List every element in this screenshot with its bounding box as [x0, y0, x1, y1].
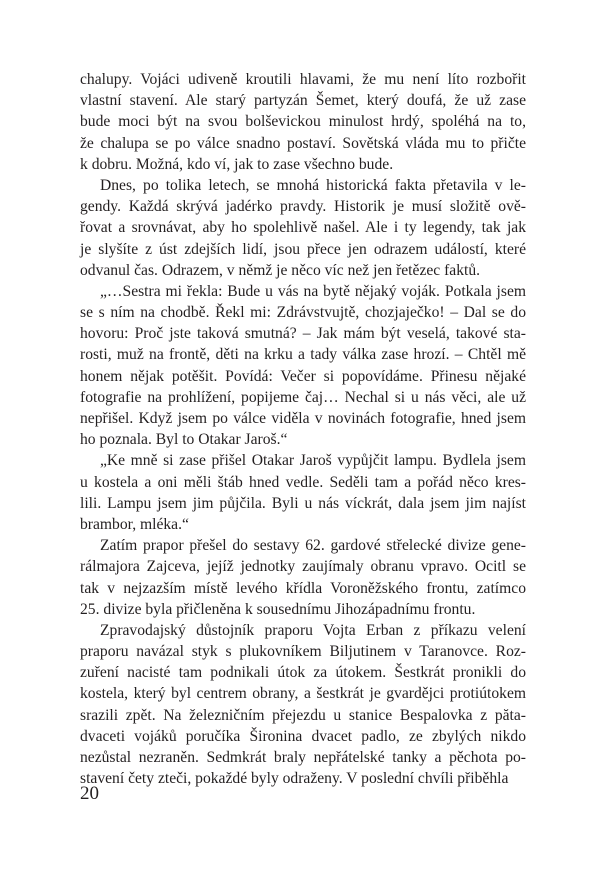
text-line: že chalupa se po válce snadno postaví. Sovětská vláda mu to přičte — [80, 134, 526, 152]
text-line: stavení čety zteči, pokaždé byly odraženy. V poslední chvíli přiběhla — [80, 770, 509, 788]
paragraph — [80, 281, 526, 451]
text-line: vlastní stavení. Ale starý partyzán Šemet, který doufá, že už zase — [80, 92, 526, 110]
text-line: „…Sestra mi řekla: Bude u vás na bytě nějaký voják. Potkala jsem — [100, 282, 526, 300]
text-line: u kostela a oni měli štáb hned vedle. Seděli tam a pořád něco kres- — [80, 473, 526, 491]
text-line: se s ním na chodbě. Řekl mi: Zdrávstvujtě, chozjaječko! – Dal se do — [80, 304, 526, 322]
paragraph — [80, 620, 526, 790]
text-line: nezůstal nezraněn. Sedmkrát braly nepřátelské tanky a pěchota po- — [80, 749, 526, 766]
text-line: „Ke mně si zase přišel Otakar Jaroš vypůjčit lampu. Bydlela jsem — [100, 452, 526, 470]
text-line: nepřišel. Když jsem po válce viděla v novinách fotografie, hned jsem — [80, 410, 526, 427]
text-line: hovoru: Proč jste taková smutná? – Jak mám být veselá, takové sta- — [80, 325, 526, 343]
text-line: zuření nacisté tam podnikali útok za útokem. Šestkrát pronikli do — [80, 664, 526, 682]
paragraph — [80, 450, 526, 535]
text-line: tak v nejzazším místě levého křídla Voroněžského frontu, zatímco — [80, 579, 526, 597]
text-line: chalupy. Vojáci udiveně kroutili hlavami, že mu není líto rozbořit — [80, 71, 526, 88]
page-number: 20 — [80, 783, 99, 804]
text-line: řovat a srovnávat, aby ho spolehlivě našel. Ale i ty legendy, tak jak — [80, 219, 526, 237]
text-line: 25. divize byla přičleněna k sousednímu Jihozápadnímu frontu. — [80, 600, 476, 618]
paragraph — [80, 175, 526, 281]
text-line: honem nějak potěšit. Povídá: Večer si popovídáme. Přinesu nějaké — [80, 367, 526, 385]
text-line: kostela, který byl centrem obrany, a šestkrát je gvardějci protiútokem — [80, 685, 526, 703]
text-line: praporu navázal styk s plukovníkem Biljutinem v Taranovce. Roz- — [80, 643, 526, 661]
text-line: rosti, muž na frontě, děti na krku a tady válka zase hrozí. – Chtěl mě — [80, 346, 526, 364]
text-line: fotografie na prohlížení, popijeme čaj… Nechal si u nás věci, ale už — [80, 388, 526, 406]
text-line: gendy. Každá skrývá jadérko pravdy. Historik je musí složitě ově- — [80, 198, 526, 216]
text-line: bude moci být na svou bolševickou minulost hrdý, spoléhá na to, — [80, 113, 526, 131]
body-text — [80, 69, 526, 789]
text-line: brambor, mléka.“ — [80, 515, 189, 533]
text-line: je slyšíte z úst zdejších lidí, jsou přece jen odrazem událostí, které — [80, 240, 526, 258]
paragraph — [80, 535, 526, 620]
text-line: Zatím prapor přešel do sestavy 62. gardové střelecké divize gene- — [100, 537, 526, 555]
text-line: odvanul čas. Odrazem, v němž je něco víc než jen řetězec faktů. — [80, 261, 481, 279]
text-line: srazili zpět. Na železničním přejezdu u stanice Bespalovka z păta- — [80, 706, 526, 724]
text-line: dvaceti vojáků poručíka Šironina dvacet padlo, ze zbylých nikdo — [80, 727, 526, 745]
text-line: Dnes, po tolika letech, se mnohá historická fakta přetavila v le- — [100, 176, 526, 194]
text-line: ho poznala. Byl to Otakar Jaroš.“ — [80, 431, 288, 449]
text-line: lili. Lampu jsem jim půjčila. Byli u nás víckrát, dala jsem jim najíst — [80, 494, 526, 512]
text-line: k dobru. Možná, kdo ví, jak to zase všechno bude. — [80, 155, 394, 173]
paragraph — [80, 69, 526, 175]
text-line: Zpravodajský důstojník praporu Vojta Erban z příkazu velení — [100, 621, 526, 639]
text-line: rálmajora Zajceva, jejíž jednotky zaujímaly obranu vpravo. Ocitl se — [80, 558, 526, 576]
